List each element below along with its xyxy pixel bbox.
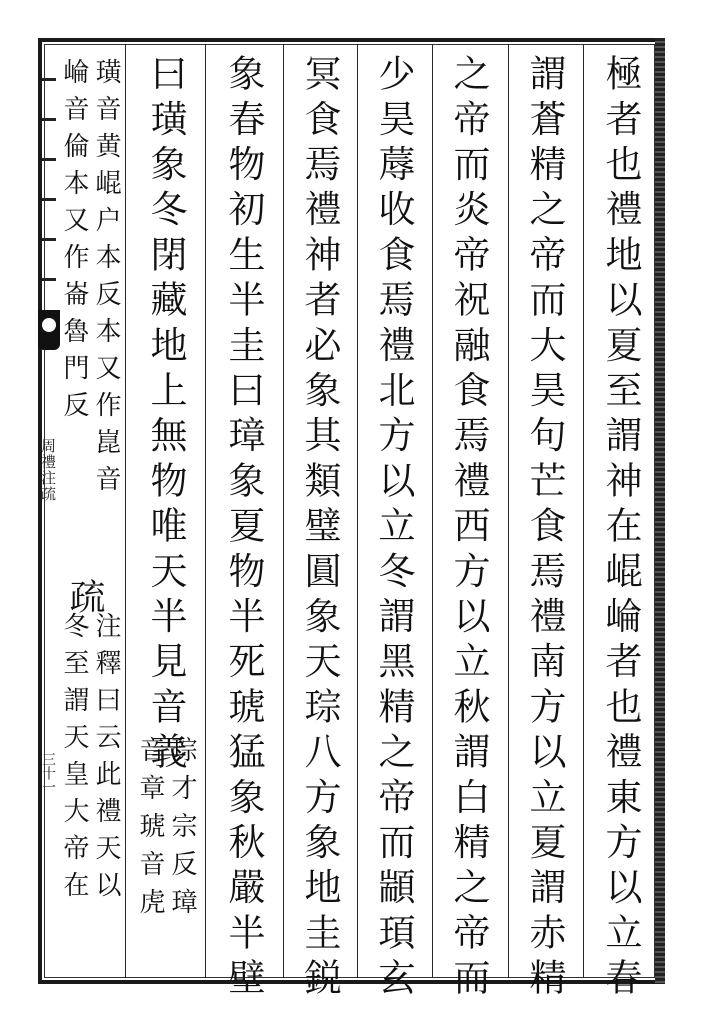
frame-right-edge [655, 38, 665, 984]
text-column-6: 象春物初生半圭曰璋象夏物半死琥猛象秋嚴半壁 [222, 54, 265, 1004]
column-divider [125, 44, 126, 978]
text-column-1: 極者也禮地以夏至謂神在崐崘者也禮東方以立春 [599, 54, 642, 1004]
column-divider [583, 44, 584, 978]
column-divider [283, 44, 284, 978]
margin-tick [42, 78, 56, 81]
fishtail-mark-icon [38, 310, 60, 350]
inline-note-left: 音章琥音虎 [135, 736, 165, 926]
text-column-2: 謂蒼精之帝而大昊句芒食焉禮南方以立夏謂赤精 [523, 54, 566, 1004]
column-divider [432, 44, 433, 978]
commentary-line-c: 注釋曰云此禮天以 [91, 612, 121, 908]
commentary-line-d: 冬至謂天皇大帝在 [59, 612, 89, 908]
margin-column [38, 38, 58, 984]
shu-commentary-label: 疏 [64, 578, 105, 618]
text-column-4: 少昊蓐收食焉禮北方以立冬謂黑精之帝而顓頊玄 [372, 54, 415, 1004]
margin-tick [42, 238, 56, 241]
commentary-line-b: 崘音倫本又作崙魯門反 [59, 58, 89, 428]
text-column-5: 冥食焉禮神者必象其類璧圓象天琮八方象地圭鋭 [298, 54, 341, 1004]
margin-tick [42, 118, 56, 121]
inline-note-right: 琮才宗反璋 [167, 736, 197, 926]
margin-leaf-number: 三十一 [40, 752, 56, 794]
commentary-line-a: 璜音黄崐户本反本又作崑音 [91, 58, 121, 502]
text-column-7: 曰璜象冬閉藏地上無物唯天半見音義 [144, 54, 187, 778]
column-divider [205, 44, 206, 978]
text-column-3: 之帝而炎帝祝融食焉禮西方以立秋謂白精之帝而 [447, 54, 490, 1004]
margin-tick [42, 198, 56, 201]
margin-tick [42, 278, 56, 281]
column-divider [357, 44, 358, 978]
margin-book-title: 周禮注疏 [39, 438, 57, 502]
column-divider [508, 44, 509, 978]
margin-tick [42, 158, 56, 161]
